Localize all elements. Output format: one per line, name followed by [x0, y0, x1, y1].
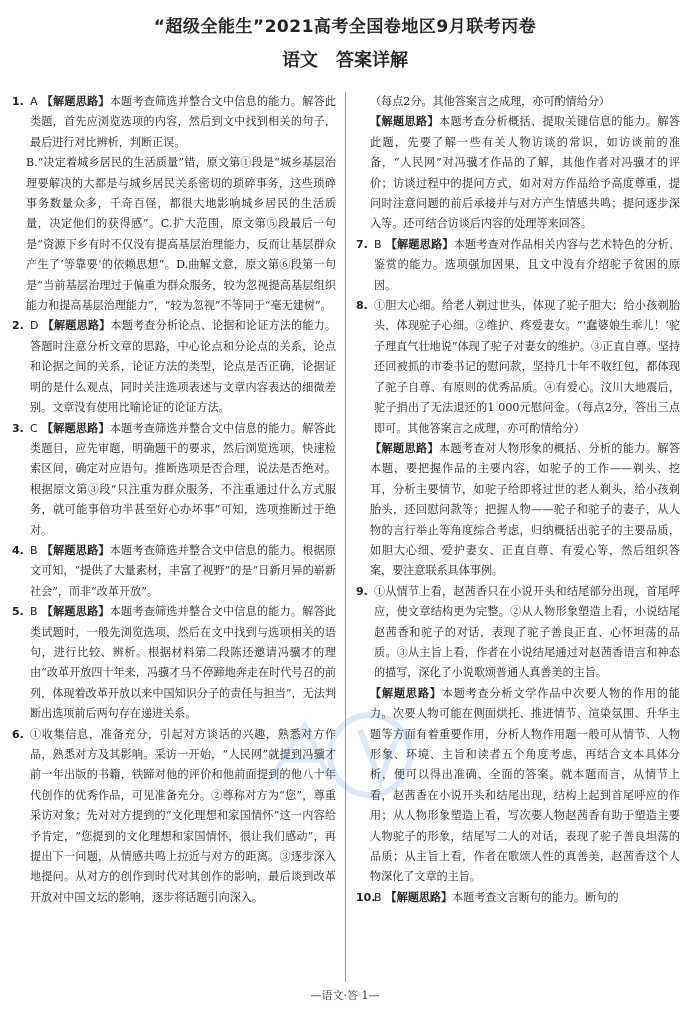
answer-text: （每点2分。其他答案言之成理，亦可酌情给分）	[370, 95, 611, 108]
answer-text: 本题考查分析论点、论据和论证方法的能力。答题时注意分析文章的思路，中心论点和分论点的关系，论点和论据之间的关系，论证方法的类型，论点是否正确，论据证明的是什么观点，同时关注选项表述与文章内容表达的细微差别。文章没有使用比喻论证的论证方法。	[30, 319, 336, 415]
question-number: 8.	[356, 299, 368, 313]
answer-letter: B	[374, 237, 382, 251]
section-title	[0, 46, 690, 76]
subject-label: 语文	[282, 50, 318, 71]
solution-tag: 【解题思路】	[41, 421, 110, 435]
question-number: 4.	[12, 543, 24, 557]
solution-tag: 【解题思路】	[42, 319, 111, 333]
column-divider	[345, 92, 346, 982]
exam-title: “超级全能生”2021高考全国卷地区9月联考丙卷	[153, 17, 537, 37]
answer-paragraph	[356, 92, 680, 112]
answer-text: ①胆大心细。给老人剃过世头，体现了驼子胆大；给小孩剃胎头，体现驼子心细。②维护、疼爱妻女。“‘蠢婆娘生乖儿！’驼子理直气壮地说”体现了驼子对妻女的维护。③正直自尊。坚持还回被抓的市委书记的慰问款，坚持几十年不收红包，都体现了驼子自尊、有原则的优秀品质。④有爱心。汶川大地震后，驼子捐出了无法退还的1 000元慰问金。（每点2分，答出三点即可。其他答案言之成理，亦可酌情给分）	[374, 299, 680, 435]
answer-letter: B	[374, 890, 382, 904]
solution-tag: 【解题思路】	[385, 237, 454, 251]
question-number: 6.	[12, 727, 24, 741]
page-header	[0, 14, 690, 76]
page-footer: —语文·答 1—	[310, 989, 380, 1002]
solution-tag: 【解题思路】	[370, 686, 442, 700]
answer-letter: D	[30, 319, 39, 333]
answer-text: 本题考查文言断句的能力。断句的	[452, 890, 619, 904]
answer-text: 本题考查分析概括、提取关键信息的能力。解答此题，先要了解一些有关人物访谈的常识，如访谈前的准备，“人民网”对冯骥才作品的了解，其他作者对冯骥才的评价；访谈过程中的提问方式，如对对方作品给予高度尊重，提问时注意问题的前后承接并与对方产生情感共鸣；提问逐步深入等。还可结合访谈后内容的处理等来回答。	[370, 115, 680, 231]
answer-letter: B	[30, 605, 38, 619]
question-number: 5.	[12, 605, 24, 619]
right-column	[356, 92, 680, 908]
answer-letter: C	[30, 421, 38, 435]
question-number: 10.	[356, 890, 376, 904]
solution-tag: 【解题思路】	[370, 441, 439, 455]
left-column	[12, 92, 336, 908]
answer-text: 本题考查对人物形象的概括、分析的能力。解答本题，要把握作品的主要内容，如驼子的工作——剃头、挖耳，分析主要情节，如驼子给即将过世的老人剃头，给小孩剃胎头，还回慰问款等；把握人物——驼子和驼子的妻子，从人物的言行举止等角度综合考虑，归纳概括出驼子的主要品质，如胆大心细、爱护妻女、正直自尊、有爱心等，然后组织答案，要注意联系具体事例。	[370, 441, 680, 578]
answer-item	[12, 316, 336, 418]
answer-letter: A	[30, 95, 38, 108]
answer-item	[356, 582, 680, 684]
answer-text: ①从情节上看，赵茜香只在小说开头和结尾部分出现，首尾呼应，使文章结构更为完整。②从人物形象塑造上看，小说结尾赵茜香和驼子的对话，表现了驼子善良正直、心怀坦荡的品质。③从主旨上看，作者在小说结尾通过对赵茜香语言和神态的描写，深化了小说歌颂普通人真善美的主旨。	[374, 584, 680, 680]
answer-paragraph	[12, 153, 336, 316]
question-number: 3.	[12, 421, 24, 435]
answer-item	[356, 888, 680, 908]
solution-tag: 【解题思路】	[370, 115, 439, 129]
answer-item	[12, 725, 336, 909]
answer-item	[12, 92, 336, 153]
answer-item	[12, 602, 336, 724]
answer-text: 本题考查筛选并整合文中信息的能力。根据原文可知，“提供了大量素材，丰富了视野”的是“日新月异的崭新社会”，而非“改革开放”。	[30, 543, 336, 598]
answer-item	[12, 541, 336, 602]
answer-text: 本题考查筛选并整合文中信息的能力。解答此类题，首先应浏览选项的内容，然后到文中找到相关的句子，最后进行对比辨析，判断正误。	[30, 95, 336, 149]
answer-letter: B	[30, 543, 38, 557]
question-number: 2.	[12, 319, 24, 333]
answer-paragraph	[356, 112, 680, 234]
solution-tag: 【解题思路】	[41, 95, 110, 108]
answer-text: 本题考查筛选并整合文中信息的能力。解答此类试题时，一般先浏览选项，然后在文中找到与选项相关的语句，进行比较、辨析。根据材料第二段陈还邀请冯骥才的理由“改革开放四十年来，冯骥才马不停蹄地奔走在时代号召的前列，体现着改革开放以来中国知识分子的责任与担当”，无法判断出选项前后两句存在递进关系。	[30, 605, 336, 721]
answer-item	[356, 235, 680, 296]
answer-text: ①收集信息，准备充分，引起对方谈话的兴趣，熟悉对方作品，熟悉对方及其影响。采访一开始，“人民网”就提到冯骥才前一年出版的书籍，铁蹄对他的评价和他前面提到的他八十年代创作的优秀作品，可见准备充分。②尊称对方为“您”，尊重采访对象；先对对方提到的“文化理想和家国情怀”这一内容给予肯定，“您提到的文化理想和家国情怀，很让我们感动”，再提出下一问题，从情感共鸣上拉近与对方的距离。③逐步深入地提问。从对方的创作到时代对其创作的影响，最后谈到改革开放对中国文坛的影响，逐步将话题引向深入。	[30, 727, 336, 904]
answer-text: 本题考查分析文学作品中次要人物的作用的能力。次要人物可能在侧面烘托、推进情节、渲染氛围、升华主题等方面有着重要作用，分析人物作用题一般可从情节、人物形象、环境、主旨和读者五个角度考虑，再结合文本具体分析，便可以得出准确、全面的答案。就本题而言，从情节上看，赵茜香在小说开头和结尾出现，结构上起到首尾呼应的作用；从人物形象塑造上看，写次要人物赵茜香有助于塑造主要人物驼子的形象，结尾写二人的对话，表现了驼子善良坦荡的品质；从主旨上看，作者在歌颂人性的真善美，赵茜香这个人物深化了文章的主旨。	[370, 686, 680, 884]
answer-text: 本题考查筛选并整合文中信息的能力。解答此类题目，应先审题，明确题干的要求，然后浏览选项，快速检索区间，确定对应语句。推断选项是否合理，说法是否绝对。根据原文第③段“只注重为群众服务，不注重通过什么方式服务，就可能事倍功半甚至好心办坏事”可知，选项推断过于绝对。	[30, 421, 336, 537]
answer-key-label: 答案详解	[336, 50, 408, 71]
answer-text: 本题考查对作品相关内容与艺术特色的分析、鉴赏的能力。选项强加因果，且文中没有介绍驼子贫困的原因。	[374, 237, 680, 292]
answer-item	[12, 419, 336, 541]
solution-tag: 【解题思路】	[41, 543, 110, 557]
question-number: 7.	[356, 237, 368, 251]
question-number: 1.	[12, 95, 24, 108]
answer-item	[356, 296, 680, 439]
answer-paragraph	[356, 684, 680, 888]
solution-tag: 【解题思路】	[41, 605, 110, 619]
answer-paragraph	[356, 439, 680, 582]
solution-tag: 【解题思路】	[385, 890, 453, 904]
answer-text: B.“决定着城乡居民的生活质量”错，原文第①段是“城乡基层治理要解决的大都是与城乡居民关系密切的琐碎事务，这些琐碎事务数量众多，千奇百怪，都很大地影响城乡居民的生活质量，决定他们的获得感”。C.扩大范围，原文第⑤段最后一句是“资源下乡有时不仅没有提高基层治理能力，反而让基层群众产生了‘等靠要’的依赖思想”。D.曲解文意，原文第⑥段第一句是“当前基层治理过于偏重为群众服务，较为忽视提高基层组织能力和提高基层治理能力”，“较为忽视”不等同于“毫无建树”。	[26, 156, 336, 313]
question-number: 9.	[356, 584, 368, 598]
